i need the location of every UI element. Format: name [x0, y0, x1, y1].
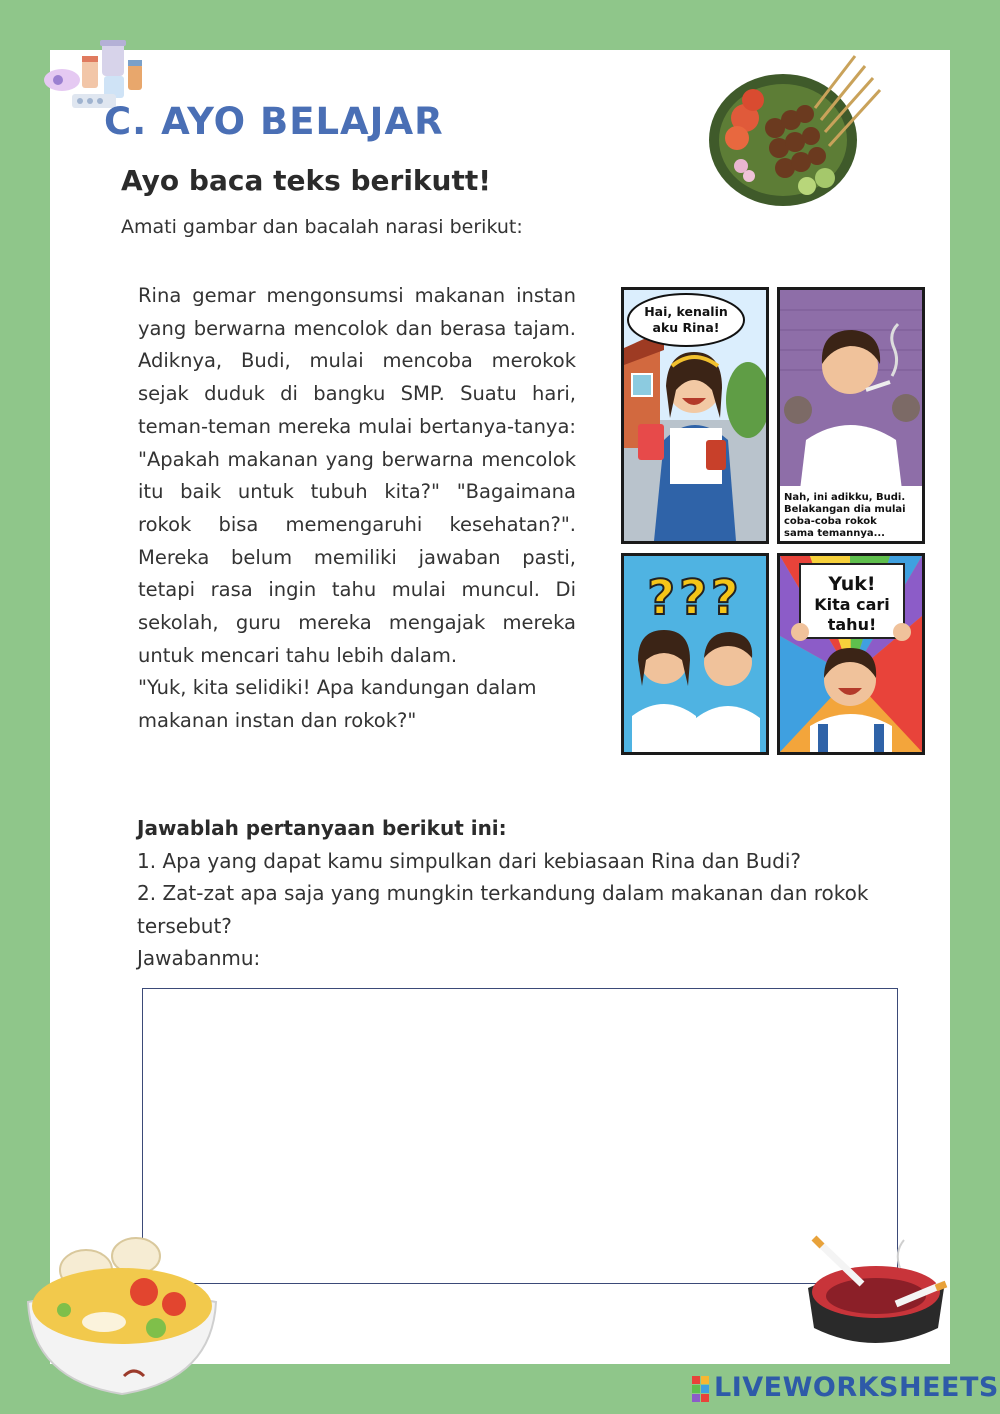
- ashtray-icon: [800, 1228, 950, 1354]
- sign-line2: Kita cari: [814, 595, 890, 614]
- section-title: C. AYO BELAJAR: [104, 100, 444, 143]
- comic-panel-questions: [621, 553, 769, 755]
- narrative-text: [138, 280, 576, 738]
- sign-line1: Yuk!: [828, 573, 876, 595]
- answer-input[interactable]: [142, 988, 898, 1284]
- liveworksheets-brand: LIVEWORKSHEETS: [714, 1372, 999, 1403]
- budi-caption-line2: Belakangan dia mulai: [784, 504, 906, 515]
- budi-caption-line1: Nah, ini adikku, Budi.: [784, 492, 906, 503]
- budi-caption-line4: sama temannya...: [784, 528, 885, 539]
- sign-line3: tahu!: [827, 615, 877, 634]
- rina-bubble-line2: aku Rina!: [652, 320, 720, 335]
- comic-panel-yuk: [777, 553, 925, 755]
- narrative-paragraph: Rina gemar mengonsumsi makanan instan yang berwarna mencolok dan berasa tajam. Adiknya, Budi, mulai mencoba merokok sejak duduk di bangku SMP. Suatu hari, teman-teman mereka mulai bertanya-tanya: "Apakah makanan yang berwarna mencolok itu baik untuk tubuh kita?" "Bagaimana rokok bisa memengaruhi kesehatan?". Mereka belum memiliki jawaban pasti, tetapi rasa ingin tahu mulai muncul. Di sekolah, guru mereka mengajak mereka untuk mencari tahu lebih dalam.: [138, 284, 576, 667]
- comic-panel-rina: [621, 287, 769, 544]
- questions-section: [137, 812, 937, 975]
- comic-panel-budi: [777, 287, 925, 544]
- questions-heading: Jawablah pertanyaan berikut ini:: [137, 816, 507, 840]
- question-2: 2. Zat-zat apa saja yang mungkin terkandung dalam makanan dan rokok tersebut?: [137, 881, 869, 938]
- rina-bubble-line1: Hai, kenalin: [644, 304, 728, 319]
- answer-label: Jawabanmu:: [137, 946, 261, 970]
- question-1: 1. Apa yang dapat kamu simpulkan dari kebiasaan Rina dan Budi?: [137, 848, 801, 873]
- instruction-text: Amati gambar dan bacalah narasi berikut:: [121, 216, 523, 238]
- liveworksheets-logo-icon: [692, 1376, 710, 1402]
- satay-plate-icon: [705, 48, 885, 208]
- question-marks: ???: [647, 570, 743, 626]
- narrative-quote: "Yuk, kita selidiki! Apa kandungan dalam makanan instan dan rokok?": [138, 676, 537, 733]
- budi-caption-line3: coba-coba rokok: [784, 516, 877, 527]
- reading-subtitle: Ayo baca teks berikutt!: [121, 164, 492, 197]
- soup-bowl-icon: [24, 1230, 220, 1398]
